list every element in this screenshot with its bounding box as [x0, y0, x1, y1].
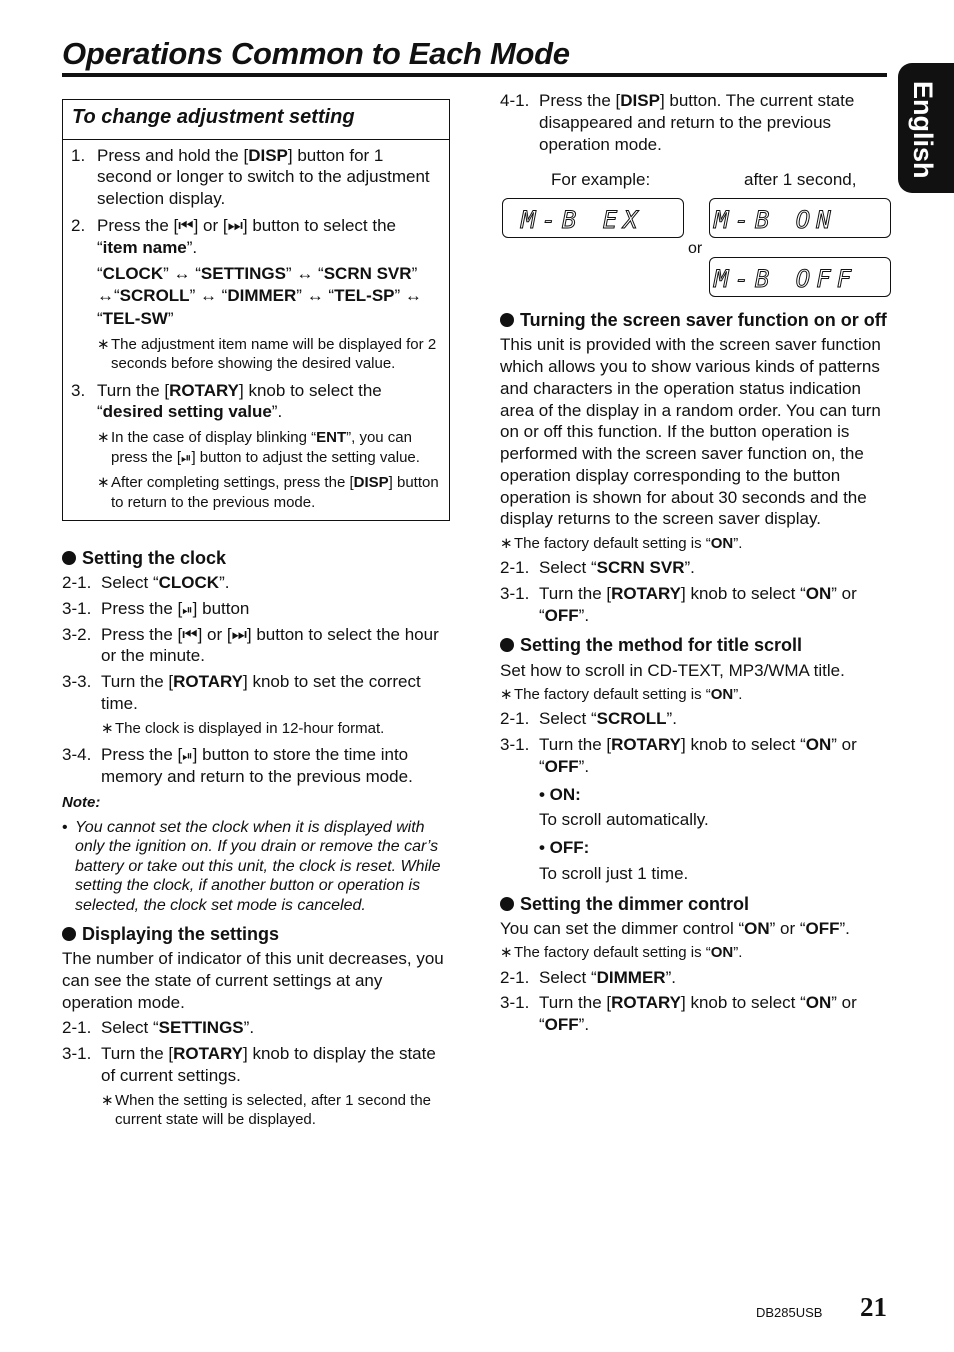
next-track-icon: ⏭ — [227, 215, 243, 235]
model-code: DB285USB — [756, 1305, 823, 1320]
scroll-off-text: To scroll just 1 time. — [539, 863, 689, 883]
or-label: or — [688, 240, 703, 258]
scroll-step-2-1: 2-1. Select “SCROLL”. — [500, 709, 677, 729]
dimmer-intro: You can set the dimmer control “ON” or “OFF”. — [500, 918, 850, 938]
prev-track-icon: ⏮ — [182, 624, 198, 644]
adjustment-box-heading: To change adjustment setting — [63, 100, 449, 140]
scroll-default: ∗ The factory default setting is “ON”. — [500, 686, 743, 704]
clock-note-item: • You cannot set the clock when it is displayed with only the ignition on. If you drain or remove the car’s battery or take out this unit, the clock is reset. While setting the clock, if another button or operation is selected, the clock set mode is canceled. — [62, 818, 441, 914]
page-title: Operations Common to Each Mode — [62, 36, 570, 71]
example-label: For example: — [551, 170, 651, 190]
box-step-1: 1. Press and hold the [DISP] button for 1 second or longer to switch to the adjustment selection display. — [71, 145, 430, 209]
after-label: after 1 second, — [744, 170, 857, 190]
clock-step-3-2: 3-2. Press the [⏮] or [⏭] button to select the hour or the minute. — [62, 624, 439, 666]
clock-heading: Setting the clock — [62, 547, 450, 570]
clock-step-3-4: 3-4. Press the [⏯] button to store the time into memory and return to the previous mode. — [62, 744, 413, 786]
box-note-2: ∗ The adjustment item name will be displayed for 2 seconds before showing the desired value. — [97, 335, 437, 373]
bullet-icon — [500, 638, 514, 652]
play-pause-ent-icon: ⏯ — [182, 601, 193, 617]
display-step-3-1: 3-1. Turn the [ROTARY] knob to display the state of current settings. — [62, 1044, 436, 1085]
clock-step-2-1: 2-1. Select “CLOCK”. — [62, 573, 230, 593]
scroll-off-label: • OFF: — [539, 838, 590, 858]
saver-default: ∗ The factory default setting is “ON”. — [500, 535, 743, 553]
lcd-examples — [500, 159, 888, 301]
dimmer-step-3-1: 3-1. Turn the [ROTARY] knob to select “ON” or “OFF”. — [500, 993, 857, 1035]
saver-intro: This unit is provided with the screen saver function which allows you to show various kinds of patterns and characters in the operation status indication area of the display in a random order. You can turn on or off this function. If the button operation is performed with the screen saver function on, the operation display corresponding to the button operation is shown for about 30 seconds and the display returns to the screen saver display. — [500, 335, 881, 529]
bullet-icon — [62, 927, 76, 941]
box-note-3b: ∗ After completing settings, press the [DISP] button to return to the previous mode. — [97, 474, 439, 511]
language-tab-label: English — [908, 81, 938, 179]
language-tab — [898, 63, 954, 193]
box-step-3: 3. Turn the [ROTARY] knob to select the “desired setting value”. — [71, 380, 382, 422]
right-column — [500, 90, 888, 1040]
box-step-2: 2. Press the [⏮] or [⏭] button to select the “item name”. — [71, 215, 397, 257]
bullet-icon — [500, 313, 514, 327]
lcd-display-on: M-B ON — [709, 198, 891, 238]
page-number: 21 — [860, 1292, 887, 1322]
display-step-4-1: 4-1. Press the [DISP] button. The current state disappeared and return to the previous operation mode. — [500, 91, 855, 154]
bullet-icon — [62, 551, 76, 565]
title-rule — [62, 73, 887, 77]
dimmer-heading: Setting the dimmer control — [500, 893, 888, 916]
dimmer-default: ∗ The factory default setting is “ON”. — [500, 944, 743, 962]
display-intro: The number of indicator of this unit decreases, you can see the state of current settings at any operation mode. — [62, 949, 444, 1012]
scroll-step-3-1: 3-1. Turn the [ROTARY] knob to select “ON” or “OFF”. — [500, 735, 857, 776]
next-track-icon: ⏭ — [231, 624, 247, 644]
lcd-display-off: M-B OFF — [709, 257, 891, 297]
clock-note: ∗ The clock is displayed in 12-hour format. — [101, 719, 385, 737]
lcd-display-ex: M-B EX — [502, 198, 684, 238]
note-label: Note: — [62, 794, 101, 812]
display-note: ∗ When the setting is selected, after 1 second the current state will be displayed. — [101, 1091, 432, 1128]
box-item-list: “CLOCK” ↔ “SETTINGS” ↔ “SCRN SVR” ↔“SCROLL” ↔ “DIMMER” ↔ “TEL-SP” ↔ “TEL-SW” — [97, 264, 422, 328]
play-pause-ent-icon: ⏯ — [181, 449, 192, 465]
adjustment-box — [62, 99, 450, 521]
saver-step-2-1: 2-1. Select “SCRN SVR”. — [500, 558, 695, 578]
prev-track-icon: ⏮ — [178, 215, 194, 235]
left-column — [62, 99, 450, 1135]
clock-step-3-3: 3-3. Turn the [ROTARY] knob to set the correct time. — [62, 672, 421, 713]
display-step-2-1: 2-1. Select “SETTINGS”. — [62, 1018, 255, 1038]
clock-step-3-1: 3-1. Press the [⏯] button — [62, 598, 250, 618]
dimmer-step-2-1: 2-1. Select “DIMMER”. — [500, 967, 676, 987]
saver-heading: Turning the screen saver function on or off — [500, 309, 888, 332]
box-note-3a: ∗ In the case of display blinking “ENT”, you can press the [⏯] button to adjust the setting value. — [97, 429, 420, 466]
saver-step-3-1: 3-1. Turn the [ROTARY] knob to select “ON” or “OFF”. — [500, 583, 857, 625]
scroll-on-label: • ON: — [539, 784, 581, 804]
scroll-intro: Set how to scroll in CD-TEXT, MP3/WMA title. — [500, 660, 845, 680]
scroll-on-text: To scroll automatically. — [539, 810, 709, 830]
bullet-icon — [500, 897, 514, 911]
display-heading: Displaying the settings — [62, 923, 450, 946]
scroll-heading: Setting the method for title scroll — [500, 634, 888, 657]
play-pause-ent-icon: ⏯ — [182, 747, 193, 763]
